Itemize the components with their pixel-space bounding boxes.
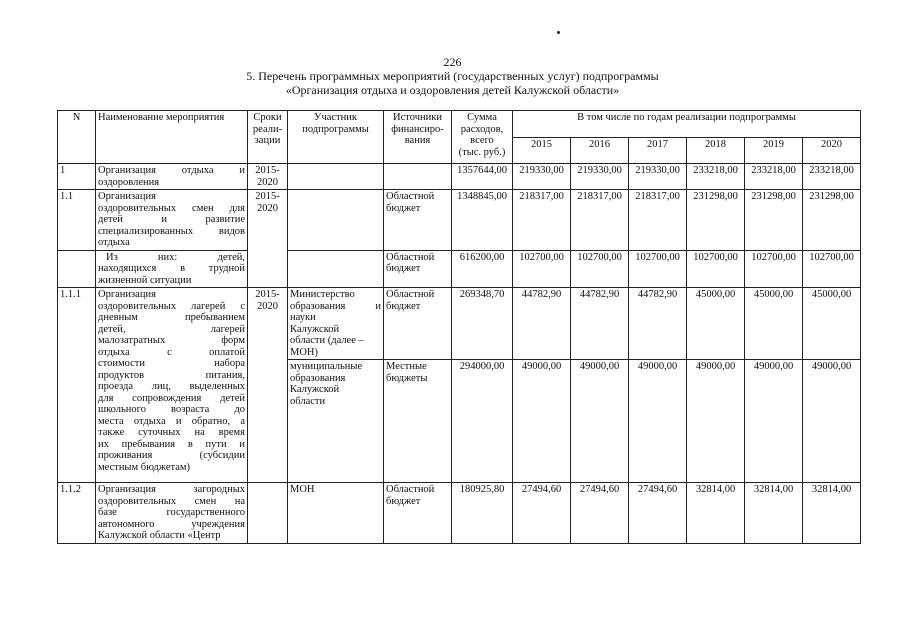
row-source-line: Местные	[386, 361, 427, 372]
row-year-value: 45000,00	[687, 288, 745, 360]
row-sum: 1357644,00	[452, 164, 513, 190]
row-participant-line: МОН)	[290, 346, 318, 358]
row-participant-line: муниципальные	[290, 361, 363, 372]
header-sources-line: финансиро-	[391, 123, 444, 135]
row-year-value: 49000,00	[513, 360, 571, 483]
row-year-value: 44782,90	[571, 288, 629, 360]
header-terms-line: Сроки	[253, 112, 282, 123]
header-n: N	[58, 111, 96, 164]
row-name-line: оздоровительных лагерей с	[98, 300, 245, 312]
row-name-line: детей, лагерей	[98, 323, 245, 335]
row-source-line: Областной	[386, 191, 435, 202]
header-sources-line: Источники	[393, 112, 442, 123]
row-number: 1.1.1	[58, 288, 96, 483]
row-year-value: 219330,00	[629, 164, 687, 190]
row-year-value: 32814,00	[745, 483, 803, 544]
row-participant-line: Калужской	[290, 323, 340, 335]
row-name-line: специализированных видов	[98, 225, 245, 237]
row-source	[384, 164, 452, 190]
row-year-value: 218317,00	[571, 190, 629, 251]
row-name-line: также суточных на время	[98, 427, 245, 438]
row-year-value: 102700,00	[745, 250, 803, 288]
row-sum: 294000,00	[452, 360, 513, 483]
row-source-line: бюджет	[386, 300, 421, 312]
header-terms-line: реали-	[252, 123, 283, 135]
row-terms-line: 2015-	[255, 165, 280, 176]
header-sum-line: (тыс. руб.)	[458, 146, 506, 158]
row-source	[384, 250, 452, 288]
table-row	[58, 288, 861, 360]
row-year-value: 49000,00	[571, 360, 629, 483]
section-title-line-1: 5. Перечень программных мероприятий (государственных услуг) подпрограммы	[246, 69, 659, 83]
row-name	[96, 190, 248, 251]
row-participant	[288, 164, 384, 190]
row-name-line: школьного возраста до	[98, 404, 245, 415]
row-source-line: бюджет	[386, 263, 421, 274]
row-sum: 180925,80	[452, 483, 513, 544]
row-year-value: 102700,00	[513, 250, 571, 288]
section-title-line-2: «Организация отдыха и оздоровления детей Калужской области»	[285, 83, 620, 97]
row-name-line: Организация	[98, 289, 156, 300]
row-name	[96, 250, 248, 288]
header-terms-line: зации	[254, 135, 281, 146]
header-sum	[452, 111, 513, 164]
header-name: Наименование мероприятия	[96, 111, 248, 164]
row-year-value: 49000,00	[745, 360, 803, 483]
row-name	[96, 483, 248, 544]
program-measures-table	[57, 110, 861, 544]
row-source-line: Областной	[386, 289, 435, 300]
page-number: 226	[443, 55, 462, 69]
row-name-line: оздоровления	[98, 176, 160, 188]
row-year-value: 219330,00	[513, 164, 571, 190]
table-row	[58, 250, 861, 288]
row-participant-line: науки	[290, 312, 316, 323]
row-year-value: 27494,60	[629, 483, 687, 544]
header-year: 2016	[571, 137, 629, 164]
header-sum-line: расходов,	[460, 123, 504, 135]
row-source-line: Областной	[386, 251, 435, 263]
row-year-value: 32814,00	[803, 483, 861, 544]
header-row-1	[58, 111, 861, 138]
row-number: 1.1	[58, 190, 96, 251]
row-year-value: 44782,90	[629, 288, 687, 360]
row-sum: 1348845,00	[452, 190, 513, 251]
row-year-value: 233218,00	[687, 164, 745, 190]
row-name-line: отдыха	[98, 237, 130, 248]
header-year: 2018	[687, 137, 745, 164]
row-terms	[248, 190, 288, 251]
row-name-line: оздоровительных смен для	[98, 202, 245, 214]
row-year-value: 102700,00	[571, 250, 629, 288]
row-participant-line: Калужской	[290, 384, 340, 395]
header-participant	[288, 111, 384, 164]
stray-dot-mark	[557, 31, 560, 34]
row-name-line: Организация загородных	[98, 484, 245, 495]
row-year-value: 218317,00	[513, 190, 571, 251]
row-source	[384, 190, 452, 251]
row-participant-line: образования	[290, 372, 346, 384]
row-year-value: 102700,00	[629, 250, 687, 288]
row-name	[96, 288, 248, 483]
row-name-line: стоимости набора	[98, 358, 245, 369]
row-name-line: продуктов питания,	[98, 369, 245, 381]
row-name-line: малозатратных форм	[98, 335, 245, 346]
row-terms	[248, 483, 288, 544]
row-participant	[288, 250, 384, 288]
header-year: 2019	[745, 137, 803, 164]
row-year-value: 45000,00	[745, 288, 803, 360]
row-source-line: бюджеты	[386, 372, 428, 384]
row-terms	[248, 250, 288, 288]
row-name-line: автономного учреждения	[98, 518, 245, 530]
row-terms-line: 2020	[257, 300, 278, 312]
row-year-value: 218317,00	[629, 190, 687, 251]
row-source-line: бюджет	[386, 495, 421, 507]
header-year: 2017	[629, 137, 687, 164]
row-name-line: проезда лиц, выделенных	[98, 381, 245, 392]
row-year-value: 44782,90	[513, 288, 571, 360]
row-name-line: проживания (субсидии	[98, 450, 245, 461]
row-year-value: 102700,00	[687, 250, 745, 288]
row-name-line: местным бюджетам)	[98, 461, 191, 473]
row-year-value: 233218,00	[803, 164, 861, 190]
row-source-line: бюджет	[386, 202, 421, 214]
row-number: 1	[58, 164, 96, 190]
row-year-value: 27494,60	[571, 483, 629, 544]
row-terms-line: 2015-	[255, 191, 280, 202]
header-participant-line: Участник	[314, 112, 357, 123]
row-year-value: 102700,00	[803, 250, 861, 288]
row-year-value: 233218,00	[745, 164, 803, 190]
row-terms	[248, 164, 288, 190]
row-participant-line: образования и	[290, 300, 381, 312]
row-name-line: места отдыха и обратно, а	[98, 415, 245, 427]
header-sources	[384, 111, 452, 164]
row-participant	[288, 360, 384, 483]
row-number: 1.1.2	[58, 483, 96, 544]
header-participant-line: подпрограммы	[302, 123, 369, 135]
row-year-value: 49000,00	[803, 360, 861, 483]
row-name-line: оздоровительных смен на	[98, 495, 245, 507]
table-row	[58, 483, 861, 544]
header-sum-line: Сумма	[467, 112, 497, 123]
row-name-line: для сопровождения детей	[98, 392, 245, 404]
row-participant	[288, 190, 384, 251]
row-name-line: Калужской области «Центр	[98, 530, 221, 541]
row-participant	[288, 288, 384, 360]
row-name-line: Организация	[98, 191, 156, 202]
row-source	[384, 288, 452, 360]
row-year-value: 49000,00	[629, 360, 687, 483]
row-name-line: дневным пребыванием	[98, 312, 245, 323]
row-name-line: находящихся в трудной	[98, 263, 245, 274]
row-participant-line: области	[290, 395, 326, 407]
row-name-line: детей и развитие	[98, 214, 245, 225]
header-years-caption: В том числе по годам реализации подпрограммы	[513, 111, 861, 138]
header-year: 2020	[803, 137, 861, 164]
row-name-line: отдыха с оплатой	[98, 346, 245, 358]
row-year-value: 32814,00	[687, 483, 745, 544]
row-source	[384, 483, 452, 544]
row-year-value: 231298,00	[687, 190, 745, 251]
row-year-value: 231298,00	[803, 190, 861, 251]
row-sum: 269348,70	[452, 288, 513, 360]
row-name-line: базе государственного	[98, 507, 245, 518]
row-year-value: 49000,00	[687, 360, 745, 483]
row-name-line: Из них: детей,	[106, 251, 245, 263]
row-source	[384, 360, 452, 483]
header-year: 2015	[513, 137, 571, 164]
row-terms-line: 2015-	[255, 289, 280, 300]
header-terms	[248, 111, 288, 164]
row-participant-line: Министерство	[290, 289, 355, 300]
row-terms-line: 2020	[257, 202, 278, 214]
header-sum-line: всего	[470, 135, 494, 146]
row-year-value: 219330,00	[571, 164, 629, 190]
row-year-value: 231298,00	[745, 190, 803, 251]
row-terms	[248, 288, 288, 483]
header-sources-line: вания	[404, 135, 431, 146]
row-name-line: жизненной ситуации	[98, 274, 192, 286]
row-source-line: Областной	[386, 484, 435, 495]
row-year-value: 27494,60	[513, 483, 571, 544]
row-number	[58, 250, 96, 288]
table-row	[58, 164, 861, 190]
table-row	[58, 190, 861, 251]
row-sum: 616200,00	[452, 250, 513, 288]
row-name-line: их пребывания в пути и	[98, 438, 245, 450]
row-participant-line: области (далее –	[290, 335, 364, 346]
row-name	[96, 164, 248, 190]
row-participant: МОН	[288, 483, 384, 544]
row-name-line: Организация отдыха и	[98, 165, 245, 176]
row-terms-line: 2020	[257, 176, 278, 188]
row-year-value: 45000,00	[803, 288, 861, 360]
